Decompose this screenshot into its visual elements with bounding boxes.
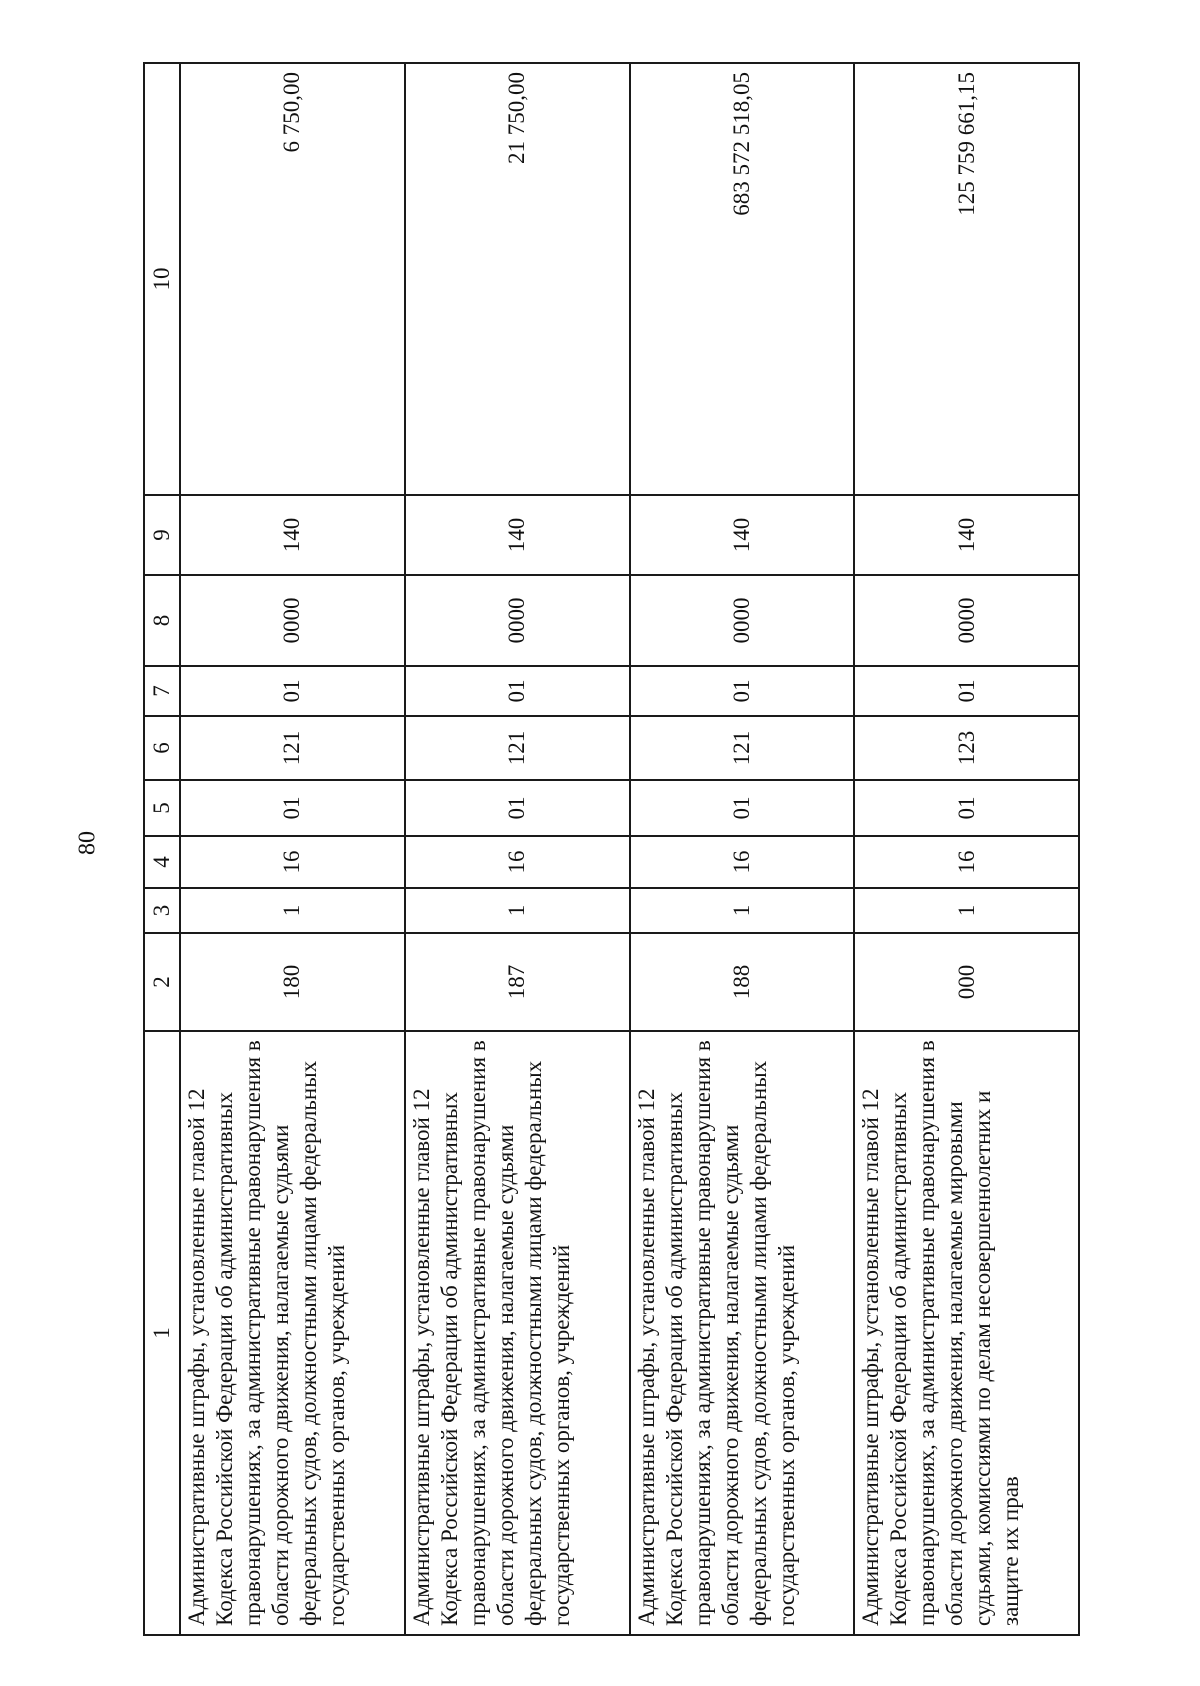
code-cell: 1 bbox=[180, 888, 405, 933]
table-row bbox=[180, 63, 405, 1635]
header-cell: 8 bbox=[144, 575, 180, 666]
table-row bbox=[854, 63, 1079, 1635]
code-cell: 1 bbox=[854, 888, 1079, 933]
code-cell: 140 bbox=[405, 495, 630, 575]
code-cell: 188 bbox=[630, 933, 855, 1031]
code-cell: 01 bbox=[630, 666, 855, 716]
code-cell: 01 bbox=[854, 666, 1079, 716]
code-cell: 01 bbox=[854, 780, 1079, 836]
header-cell: 2 bbox=[144, 933, 180, 1031]
amount-cell: 683 572 518,05 bbox=[630, 63, 855, 495]
code-cell: 0000 bbox=[854, 575, 1079, 666]
header-cell: 7 bbox=[144, 666, 180, 716]
code-cell: 0000 bbox=[405, 575, 630, 666]
header-cell: 9 bbox=[144, 495, 180, 575]
row-description: Административные штрафы, установленные главой 12 Кодекса Российской Федерации об административных правонарушениях, за административные правонарушения в области дорожного движения, налагаемые судьями федеральных судов, должностными лицами федеральных государственных органов, учреждений bbox=[630, 1031, 855, 1635]
code-cell: 1 bbox=[630, 888, 855, 933]
table-row bbox=[405, 63, 630, 1635]
amount-cell: 21 750,00 bbox=[405, 63, 630, 495]
row-description: Административные штрафы, установленные главой 12 Кодекса Российской Федерации об административных правонарушениях, за административные правонарушения в области дорожного движения, налагаемые мировыми судьями, комиссиями по делам несовершеннолетних и защите их прав bbox=[854, 1031, 1079, 1635]
code-cell: 16 bbox=[854, 836, 1079, 888]
code-cell: 140 bbox=[854, 495, 1079, 575]
header-cell: 6 bbox=[144, 716, 180, 780]
rotated-page-content bbox=[143, 64, 1080, 1636]
header-cell: 10 bbox=[144, 63, 180, 495]
code-cell: 121 bbox=[405, 716, 630, 780]
code-cell: 16 bbox=[630, 836, 855, 888]
header-cell: 1 bbox=[144, 1031, 180, 1635]
code-cell: 1 bbox=[405, 888, 630, 933]
code-cell: 000 bbox=[854, 933, 1079, 1031]
code-cell: 0000 bbox=[630, 575, 855, 666]
code-cell: 121 bbox=[180, 716, 405, 780]
row-description: Административные штрафы, установленные главой 12 Кодекса Российской Федерации об административных правонарушениях, за административные правонарушения в области дорожного движения, налагаемые судьями федеральных судов, должностными лицами федеральных государственных органов, учреждений bbox=[405, 1031, 630, 1635]
page-number: 80 bbox=[74, 831, 101, 855]
code-cell: 01 bbox=[405, 780, 630, 836]
table-row bbox=[630, 63, 855, 1635]
amount-cell: 125 759 661,15 bbox=[854, 63, 1079, 495]
code-cell: 0000 bbox=[180, 575, 405, 666]
code-cell: 140 bbox=[180, 495, 405, 575]
code-cell: 16 bbox=[405, 836, 630, 888]
revenue-table bbox=[143, 62, 1080, 1636]
code-cell: 16 bbox=[180, 836, 405, 888]
code-cell: 140 bbox=[630, 495, 855, 575]
code-cell: 121 bbox=[630, 716, 855, 780]
table-container bbox=[143, 64, 1080, 1636]
code-cell: 01 bbox=[180, 780, 405, 836]
header-cell: 5 bbox=[144, 780, 180, 836]
code-cell: 01 bbox=[180, 666, 405, 716]
code-cell: 180 bbox=[180, 933, 405, 1031]
header-cell: 3 bbox=[144, 888, 180, 933]
code-cell: 01 bbox=[405, 666, 630, 716]
header-row bbox=[144, 63, 180, 1635]
code-cell: 187 bbox=[405, 933, 630, 1031]
amount-cell: 6 750,00 bbox=[180, 63, 405, 495]
row-description: Административные штрафы, установленные главой 12 Кодекса Российской Федерации об административных правонарушениях, за административные правонарушения в области дорожного движения, налагаемые судьями федеральных судов, должностными лицами федеральных государственных органов, учреждений bbox=[180, 1031, 405, 1635]
code-cell: 123 bbox=[854, 716, 1079, 780]
header-cell: 4 bbox=[144, 836, 180, 888]
code-cell: 01 bbox=[630, 780, 855, 836]
